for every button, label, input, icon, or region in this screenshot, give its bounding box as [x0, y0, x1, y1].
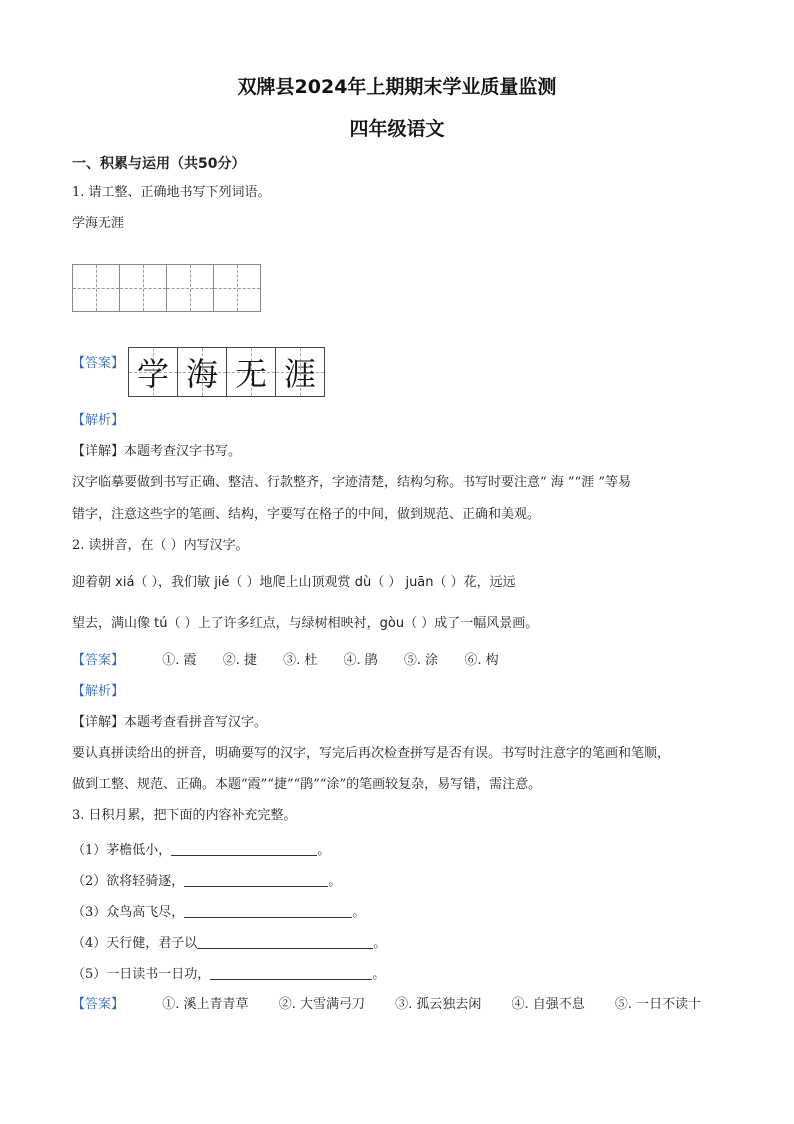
- q3-answers: [72, 998, 701, 1011]
- answer-cell: [275, 347, 325, 397]
- q3-answer: ④. 自强不息: [511, 997, 585, 1012]
- q3-item-tail: 。: [372, 967, 386, 982]
- pinyin-du: dù: [354, 575, 372, 590]
- detail-label: 【详解】: [72, 715, 125, 730]
- pinyin-tu: tú: [154, 616, 168, 631]
- q2-text: （ ）花，远远: [433, 575, 516, 590]
- q3-answer: ①. 溪上青青草: [162, 997, 249, 1012]
- fill-blank[interactable]: [197, 936, 373, 949]
- q1-analysis-label: 【解析】: [72, 413, 125, 428]
- q3-item-lead: （4）天行健，君子以: [72, 936, 198, 951]
- q3-item-tail: 。: [373, 936, 387, 951]
- fill-blank[interactable]: [184, 905, 352, 918]
- q1-answer-label: 【答案】: [72, 356, 125, 371]
- q2-line1: [72, 576, 516, 589]
- pinyin-juan: juān: [405, 575, 434, 590]
- answer-cell: [128, 347, 178, 397]
- q2-answer: ⑥. 构: [464, 653, 499, 668]
- q1-prompt: 1. 请工整、正确地书写下列词语。: [72, 185, 271, 200]
- q3-answer: ⑤. 一日不读十: [614, 997, 702, 1012]
- grid-cell: [72, 264, 120, 312]
- q3-item: [72, 874, 341, 888]
- q1-explain-line2: 错字，注意这些字的笔画、结构，字要写在格子的中间，做到规范、正确和美观。: [72, 507, 541, 522]
- pinyin-jie: jié: [214, 575, 230, 590]
- q3-answer: ②. 大雪满弓刀: [278, 997, 365, 1012]
- q3-item: [72, 936, 386, 950]
- q3-answer-label: 【答案】: [72, 997, 125, 1012]
- q2-text: （ ）成了一幅风景画。: [404, 616, 539, 631]
- q3-item-lead: （3）众鸟高飞尽，: [72, 905, 185, 920]
- q2-text: 望去，满山像: [72, 616, 155, 631]
- q3-item-lead: （2）欲将轻骑逐，: [72, 874, 185, 889]
- answer-char: 涯: [283, 355, 316, 393]
- q3-item-lead: （1）茅檐低小，: [72, 843, 172, 858]
- grid-cell: [166, 264, 214, 312]
- grid-cell: [119, 264, 167, 312]
- detail-label: 【详解】: [72, 444, 125, 459]
- answer-char: 学: [136, 355, 169, 393]
- fill-blank[interactable]: [184, 874, 328, 887]
- q3-item: [72, 843, 330, 857]
- grid-cell: [213, 264, 261, 312]
- q3-item-lead: （5）一日读书一日功，: [72, 967, 211, 982]
- answer-char: 无: [234, 355, 267, 393]
- q3-item: [72, 967, 385, 981]
- q1-word: 学海无涯: [72, 216, 125, 231]
- q2-text: （ ）地爬上山顶观赏: [229, 575, 355, 590]
- answer-cell: [226, 347, 276, 397]
- q3-item-tail: 。: [328, 874, 342, 889]
- q2-text: （ ），我们敏: [134, 575, 215, 590]
- detail-text: 本题考查看拼音写汉字。: [124, 715, 268, 730]
- page-title: 双牌县2024年上期期末学业质量监测: [237, 76, 557, 98]
- q2-answer-label: 【答案】: [72, 653, 125, 668]
- q2-line2: [72, 617, 538, 630]
- q3-item-tail: 。: [317, 843, 331, 858]
- q2-answer: ④. 鹃: [343, 653, 378, 668]
- answer-grid: [128, 347, 325, 397]
- pinyin-xia: xiá: [115, 575, 135, 590]
- q2-prompt: 2. 读拼音，在（ ）内写汉字。: [72, 538, 249, 553]
- q1-explain-line1: 汉字临摹要做到书写正确、整洁、行款整齐，字迹清楚，结构匀称。书写时要注意“ 海 ”“涯 ”等易: [72, 475, 631, 490]
- q3-prompt: 3. 日积月累，把下面的内容补充完整。: [72, 808, 297, 823]
- q2-text: （ ）: [371, 575, 406, 590]
- q2-explain-line2: 做到工整、规范、正确。本题“霞”“捷”“鹃”“涂”的笔画较复杂，易写错，需注意。: [72, 777, 542, 792]
- q3-answer: ③. 孤云独去闲: [395, 997, 482, 1012]
- q1-detail: [72, 445, 241, 458]
- q2-explain-line1: 要认真拼读给出的拼音，明确要写的汉字，写完后再次检查拼写是否有误。书写时注意字的笔画和笔顺，: [72, 746, 671, 761]
- q2-answers: [72, 654, 499, 667]
- answer-char: 海: [185, 355, 218, 393]
- q2-text: （ ）上了许多红点，与绿树相映衬，: [167, 616, 380, 631]
- q3-item-tail: 。: [352, 905, 366, 920]
- fill-blank[interactable]: [210, 967, 372, 980]
- q2-detail: [72, 716, 267, 729]
- q3-item: [72, 905, 365, 919]
- detail-text: 本题考查汉字书写。: [124, 444, 242, 459]
- q2-answer: ②. 捷: [222, 653, 257, 668]
- q2-answer: ①. 霞: [162, 653, 197, 668]
- answer-cell: [177, 347, 227, 397]
- q2-answer: ③. 杜: [283, 653, 318, 668]
- fill-blank[interactable]: [171, 843, 317, 856]
- q2-text: 迎着朝: [72, 575, 116, 590]
- pinyin-gou: gòu: [379, 616, 405, 631]
- writing-grid: [72, 264, 261, 312]
- section-heading: 一、积累与运用（共50分）: [72, 156, 246, 172]
- page-subtitle: 四年级语文: [349, 118, 445, 140]
- q2-answer: ⑤. 涂: [403, 653, 439, 668]
- q2-analysis-label: 【解析】: [72, 684, 125, 699]
